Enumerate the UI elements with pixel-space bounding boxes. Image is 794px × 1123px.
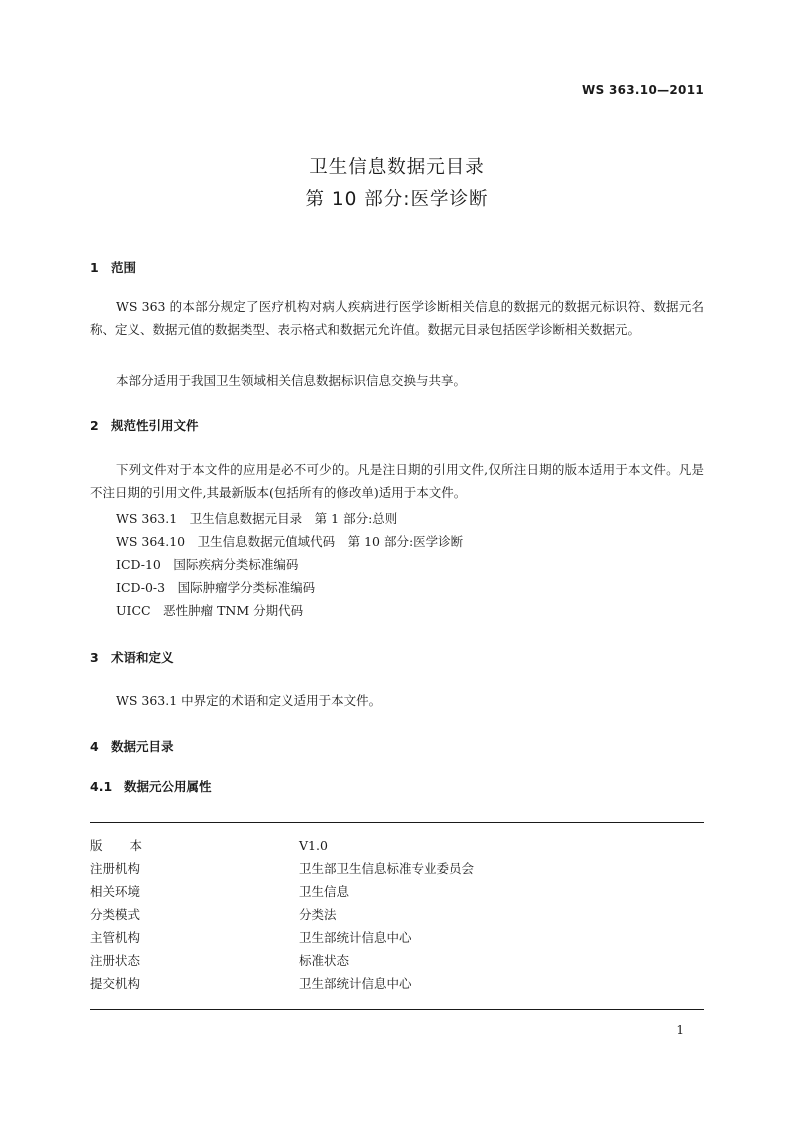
section-3-heading xyxy=(90,650,174,666)
attribute-value: 卫生部卫生信息标准专业委员会 xyxy=(299,861,475,876)
section-title: 术语和定义 xyxy=(111,650,174,665)
table-row xyxy=(90,834,704,857)
page-number: 1 xyxy=(676,1023,684,1037)
attribute-name: 分类模式 xyxy=(90,907,141,922)
section-title: 数据元公用属性 xyxy=(124,779,212,794)
section-title: 范围 xyxy=(111,260,137,275)
document-title xyxy=(0,152,794,216)
attribute-name: 主管机构 xyxy=(90,930,141,945)
table-row xyxy=(90,926,704,949)
section-number: 3 xyxy=(90,650,99,665)
reference-item: UICC 恶性肿瘤 TNM 分期代码 xyxy=(116,603,304,618)
section-number: 1 xyxy=(90,260,99,275)
attribute-name: 提交机构 xyxy=(90,976,141,991)
section-number: 2 xyxy=(90,418,99,433)
table-bottom-rule xyxy=(90,1009,704,1010)
attribute-value: 卫生部统计信息中心 xyxy=(299,976,412,991)
table-row xyxy=(90,949,704,972)
standard-code: WS 363.10—2011 xyxy=(582,83,704,97)
section-1-heading xyxy=(90,260,136,276)
section-2-heading xyxy=(90,418,199,434)
section-title: 数据元目录 xyxy=(111,739,174,754)
section-4-1-heading xyxy=(90,779,212,795)
title-line-1: 卫生信息数据元目录 xyxy=(309,157,485,178)
attribute-value: 分类法 xyxy=(299,907,337,922)
table-top-rule xyxy=(90,822,704,823)
attribute-name: 注册机构 xyxy=(90,861,141,876)
table-row xyxy=(90,903,704,926)
title-line-2: 第 10 部分:医学诊断 xyxy=(305,189,489,210)
attribute-value: V1.0 xyxy=(299,838,328,853)
attribute-value: 卫生部统计信息中心 xyxy=(299,930,412,945)
section-title: 规范性引用文件 xyxy=(111,418,199,433)
table-row xyxy=(90,880,704,903)
reference-item: ICD-0-3 国际肿瘤学分类标准编码 xyxy=(116,580,316,595)
attribute-value: 卫生信息 xyxy=(299,884,350,899)
reference-item: ICD-10 国际疾病分类标准编码 xyxy=(116,557,299,572)
table-row xyxy=(90,972,704,995)
section-number: 4 xyxy=(90,739,99,754)
attribute-value: 标准状态 xyxy=(299,953,350,968)
attribute-name: 相关环境 xyxy=(90,884,141,899)
reference-item: WS 364.10 卫生信息数据元值域代码 第 10 部分:医学诊断 xyxy=(116,534,464,549)
section-2-paragraph-1: 下列文件对于本文件的应用是必不可少的。凡是注日期的引用文件,仅所注日期的版本适用于本文件。凡是不注日期的引用文件,其最新版本(包括所有的修改单)适用于本文件。 xyxy=(90,462,704,500)
reference-item: WS 363.1 卫生信息数据元目录 第 1 部分:总则 xyxy=(116,511,398,526)
table-row xyxy=(90,857,704,880)
section-4-heading xyxy=(90,739,174,755)
attribute-name: 版本 xyxy=(90,838,170,853)
section-1-paragraph-1: WS 363 的本部分规定了医疗机构对病人疾病进行医学诊断相关信息的数据元的数据元标识符、数据元名称、定义、数据元值的数据类型、表示格式和数据元允许值。数据元目录包括医学诊断相关数据元。 xyxy=(90,299,704,337)
section-number: 4.1 xyxy=(90,779,113,794)
section-1-paragraph-2: 本部分适用于我国卫生领域相关信息数据标识信息交换与共享。 xyxy=(116,373,467,388)
section-3-paragraph-1: WS 363.1 中界定的术语和定义适用于本文件。 xyxy=(116,693,382,708)
attribute-name: 注册状态 xyxy=(90,953,141,968)
